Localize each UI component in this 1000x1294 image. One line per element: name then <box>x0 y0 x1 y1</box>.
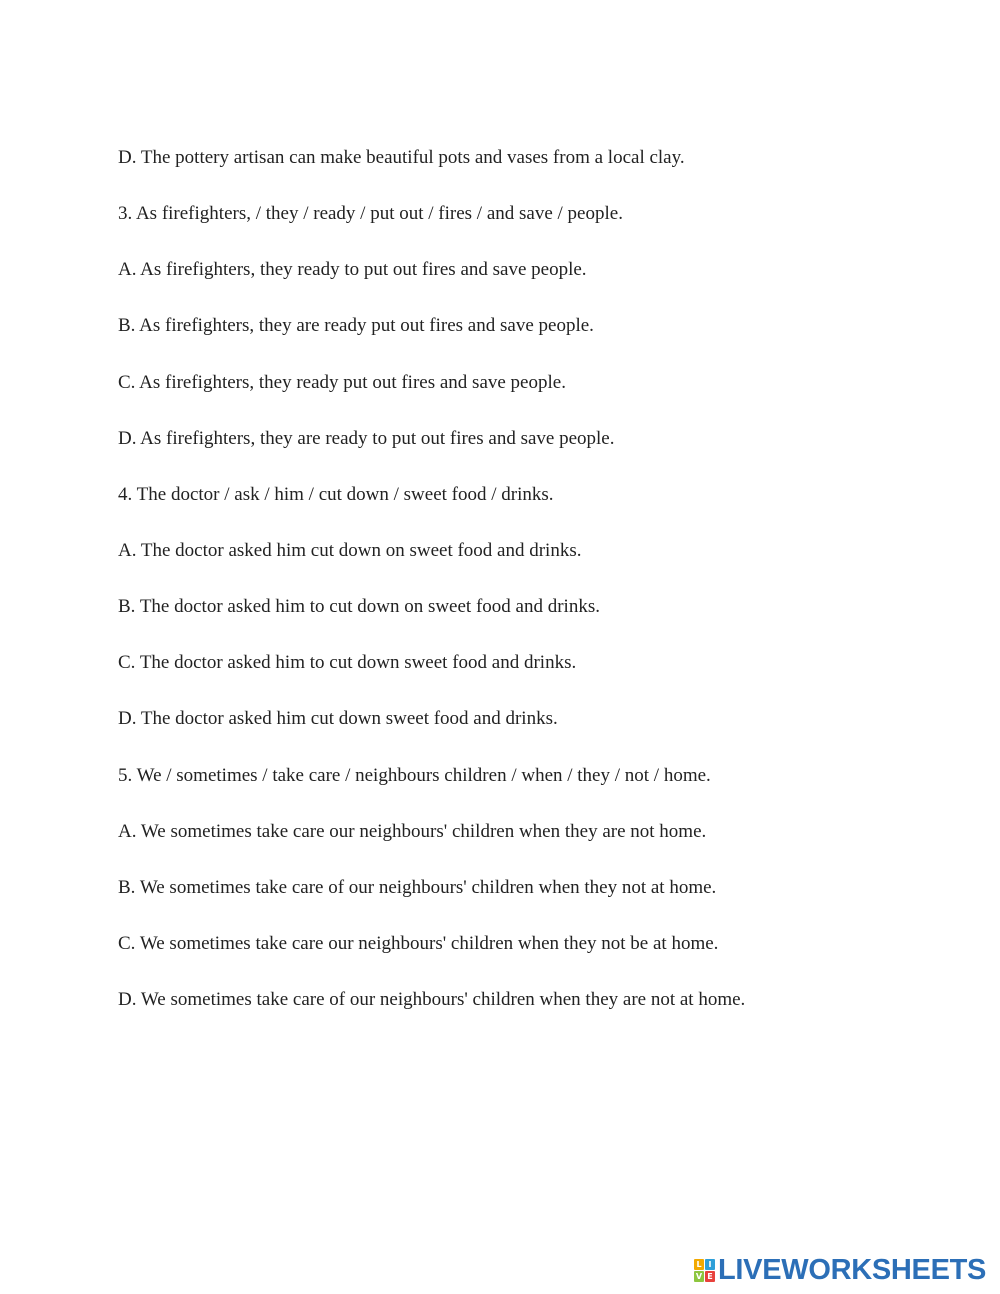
option-d-q5: D. We sometimes take care of our neighbours' children when they are not at home. <box>118 989 746 1011</box>
question-4-prompt: 4. The doctor / ask / him / cut down / sweet food / drinks. <box>118 483 554 505</box>
logo-mark-letter: E <box>705 1271 715 1282</box>
option-d-q3: D. As firefighters, they are ready to put out fires and save people. <box>118 427 615 449</box>
option-b-q5: B. We sometimes take care of our neighbours' children when they not at home. <box>118 876 717 898</box>
option-c-q3: C. As firefighters, they ready put out fires and save people. <box>118 371 566 393</box>
question-5-prompt: 5. We / sometimes / take care / neighbours children / when / they / not / home. <box>118 764 711 786</box>
logo-mark-letter: L <box>694 1259 704 1270</box>
logo-mark-icon <box>694 1259 715 1282</box>
option-a-q3: A. As firefighters, they ready to put out fires and save people. <box>118 259 587 281</box>
logo-mark-letter: I <box>705 1259 715 1270</box>
option-a-q5: A. We sometimes take care our neighbours' children when they are not home. <box>118 820 707 842</box>
option-b-q3: B. As firefighters, they are ready put out fires and save people. <box>118 315 594 337</box>
option-b-q4: B. The doctor asked him to cut down on sweet food and drinks. <box>118 596 600 618</box>
option-d-q2: D. The pottery artisan can make beautiful pots and vases from a local clay. <box>118 147 685 168</box>
option-a-q4: A. The doctor asked him cut down on sweet food and drinks. <box>118 539 582 561</box>
logo-mark-letter: V <box>695 1271 703 1281</box>
option-d-q4: D. The doctor asked him cut down sweet food and drinks. <box>118 708 558 730</box>
question-3-prompt: 3. As firefighters, / they / ready / put out / fires / and save / people. <box>118 203 623 225</box>
option-c-q4: C. The doctor asked him to cut down sweet food and drinks. <box>118 652 577 674</box>
question-list <box>118 145 978 1043</box>
option-c-q5: C. We sometimes take care our neighbours' children when they not be at home. <box>118 932 719 954</box>
logo-text: LIVEWORKSHEETS <box>718 1254 987 1286</box>
liveworksheets-logo <box>694 1255 986 1285</box>
